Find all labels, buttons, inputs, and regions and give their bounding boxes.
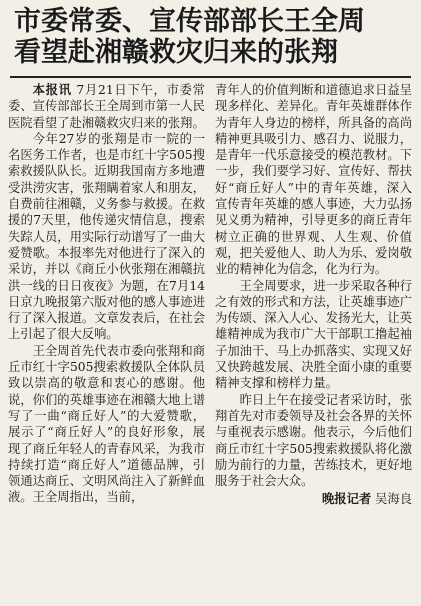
- column-right: [215, 82, 412, 508]
- byline-name: 吴海良: [375, 492, 412, 507]
- headline: [8, 6, 413, 68]
- lead-tag: 本报讯: [32, 83, 72, 97]
- article-columns: [8, 82, 413, 508]
- paragraph-1: [8, 82, 205, 131]
- paragraph-5: 昨日上午在接受记者采访时，张翔首先对市委领导及社会各界的关怀与重视表示感谢。他表示，今后他们商丘市红十字505搜索救援队将化激励为前行的力量，苦练技术，更好地服务于社会大众。: [215, 392, 412, 489]
- paragraph-4: 王全周要求，进一步采取各种行之有效的形式和方法，让英雄事迹广为传颂、深入人心、发扬光大，让英雄精神成为我市广大干部职工撸起袖子加油干、马上办抓落实、实现又好又快跨越发展、决胜全面小康的重要精神支撑和榜样力量。: [215, 278, 412, 391]
- byline-role: 晚报记者: [321, 492, 372, 507]
- paragraph-1-text: 7月21日下午，市委常委、宣传部部长王全周到市第一人民医院看望了赴湘赣救灾归来的张翔。: [8, 83, 205, 130]
- paragraph-3-continued: 青年人的价值判断和道德追求日益呈现多样化、差异化。青年英雄群体作为青年人身边的榜样，所具备的高尚精神更具吸引力、感召力、说服力，是青年一代乐意接受的模范教材。下一步，我们要学习好、宣传好、帮扶好“商丘好人”中的青年英雄，深入宣传青年英雄的感人事迹，大力弘扬见义勇为精神，引导更多的商丘青年树立正确的世界观、人生观、价值观，把关爱他人、助人为乐、爱岗敬业的精神化为信念，化为行为。: [215, 83, 412, 277]
- headline-line-1: 市委常委、宣传部部长王全周: [14, 6, 365, 37]
- paragraph-3: 王全周首先代表市委向张翔和商丘市红十字505搜索救援队全体队员致以崇高的敬意和衷心的感谢。他说，你们的英雄事迹在湘赣大地上谱写了一曲“商丘好人”的大爱赞歌，展示了“商丘好人”的良好形象，展现了商丘年轻人的青春风采，为我市持续打造“商丘好人”道德品牌，引领通达商丘、文明风尚注入了新鲜血液。王全周指出，当前，: [8, 343, 205, 505]
- headline-divider: [10, 76, 411, 78]
- byline: [215, 491, 412, 507]
- headline-line-2: 看望赴湘赣救灾归来的张翔: [14, 37, 338, 68]
- paragraph-2: 今年27岁的张翔是市一院的一名医务工作者，也是市红十字505搜索救援队队长。近期我国南方多地遭受洪涝灾害，张翔瞒着家人和朋友，自费前往湘赣，义务参与救援。在救援的7天里，他传递灾情信息，搜索失踪人员，用实际行动谱写了一曲大爱赞歌。本报率先对他进行了深入的采访，并以《商丘小伙张翔在湘赣抗洪一线的日日夜夜》为题，在7月14日京九晚报第六版对他的感人事迹进行了深入报道。文章发表后，在社会上引起了很大反响。: [8, 131, 205, 342]
- column-left: [8, 82, 205, 508]
